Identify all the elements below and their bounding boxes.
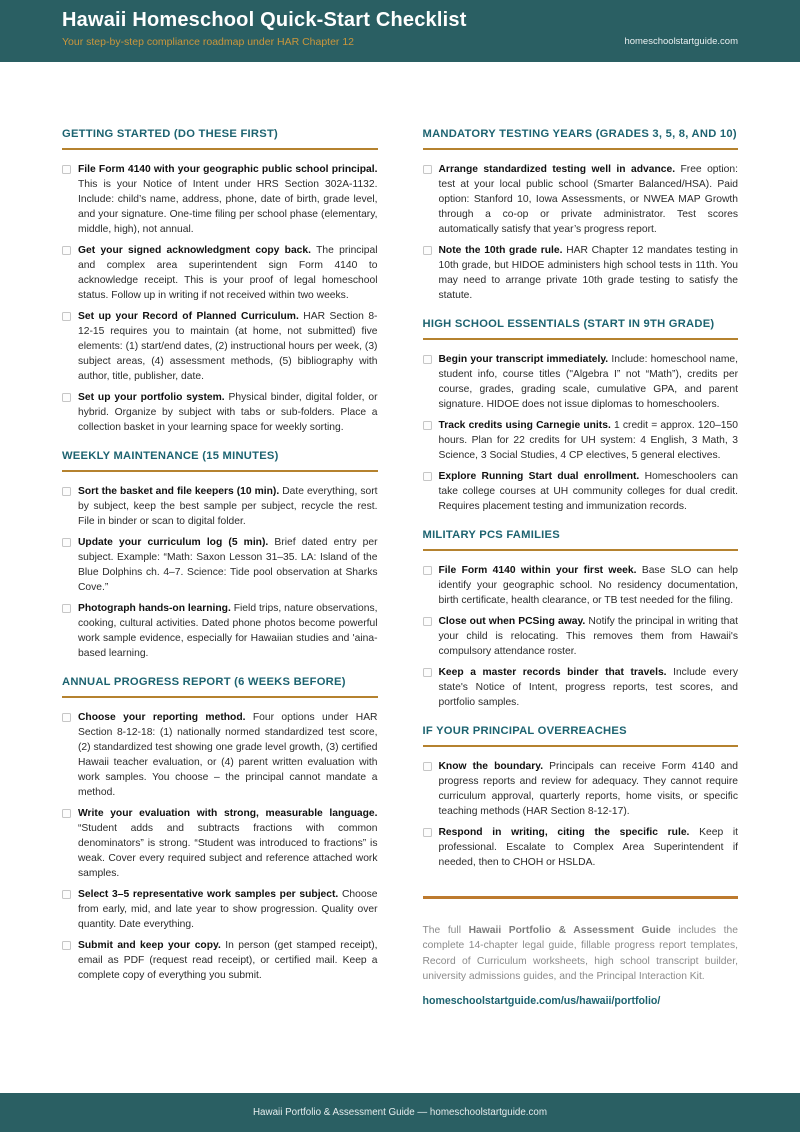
promo-suffix: includes the complete 14-chapter legal guide, fillable progress report templates, Record of Curriculum worksheets, high school transcript builder, university admissions guides, and the Principal Interaction Kit. xyxy=(422,924,738,982)
checkbox-icon[interactable] xyxy=(62,713,71,722)
item-lead: File Form 4140 with your geographic public school principal. xyxy=(78,164,378,175)
item-lead: Begin your transcript immediately. xyxy=(438,354,609,365)
item-lead: Arrange standardized testing well in advance. xyxy=(438,164,676,175)
checklist-item xyxy=(62,938,378,983)
item-lead: Track credits using Carnegie units. xyxy=(438,420,611,431)
footer-text: Hawaii Portfolio & Assessment Guide — homeschoolstartguide.com xyxy=(252,1107,548,1118)
item-lead: Set up your portfolio system. xyxy=(78,392,225,403)
checklist-section xyxy=(62,450,378,661)
item-text xyxy=(439,162,739,237)
item-text xyxy=(78,806,378,881)
item-lead: Keep a master records binder that travels. xyxy=(438,667,667,678)
checkbox-icon[interactable] xyxy=(62,312,71,321)
page-subtitle: Your step-by-step compliance roadmap under HAR Chapter 12 xyxy=(62,36,355,48)
item-text xyxy=(78,484,378,529)
header-site-link[interactable]: homeschoolstartguide.com xyxy=(624,36,738,47)
checkbox-icon[interactable] xyxy=(62,246,71,255)
item-body: Four options under HAR Section 8-12-18: (1) nationally normed standardized test score, (2) standardized test showing one grade level growth, (3) certified Hawaii teacher evaluation, or (4) parent written evaluation with work samples. You choose – the principal cannot mandate a method. xyxy=(78,712,378,798)
checklist-item xyxy=(62,390,378,435)
content-area xyxy=(0,62,800,1093)
section-divider xyxy=(423,549,739,551)
item-text xyxy=(439,614,739,659)
item-text xyxy=(439,665,739,710)
item-body: The principal and complex area superintendent sign Form 4140 to acknowledge receipt. This is your proof of legal homeschool status. Follow up in writing if not received within two weeks. xyxy=(78,245,378,301)
checklist-item xyxy=(62,806,378,881)
item-body: Field trips, nature observations, cooking, cultural activities. Dated phone photos become powerful work sample evidence, especially for Hawaiian studies and 'aina-based learning. xyxy=(78,603,378,659)
checkbox-icon[interactable] xyxy=(62,604,71,613)
section-items xyxy=(423,759,739,870)
item-text xyxy=(78,535,378,595)
section-items xyxy=(423,162,739,303)
item-lead: Choose your reporting method. xyxy=(78,712,246,723)
checklist-item xyxy=(423,825,739,870)
checklist-item xyxy=(62,243,378,303)
checklist-item xyxy=(423,665,739,710)
checklist-section xyxy=(423,318,739,514)
checkbox-icon[interactable] xyxy=(62,393,71,402)
section-heading: IF YOUR PRINCIPAL OVERREACHES xyxy=(422,725,627,737)
item-text xyxy=(78,887,378,932)
checklist-section xyxy=(423,529,739,710)
checklist-item xyxy=(62,309,378,384)
footer-bar xyxy=(0,1093,800,1132)
item-body: This is your Notice of Intent under HRS Section 302A-1132. Include: child’s name, address, phone, date of birth, grade level, and your signature. One-time filing per school phase (elementary, middle, high), not annual. xyxy=(78,179,378,235)
item-text xyxy=(78,162,378,237)
item-lead: Explore Running Start dual enrollment. xyxy=(438,471,640,482)
checkbox-icon[interactable] xyxy=(62,165,71,174)
item-lead: Note the 10th grade rule. xyxy=(438,245,563,256)
right-column xyxy=(423,128,739,1093)
section-divider xyxy=(62,470,378,472)
item-text xyxy=(78,390,378,435)
checklist-item xyxy=(62,535,378,595)
promo-guide-name: Hawaii Portfolio & Assessment Guide xyxy=(468,924,671,936)
checklist-section xyxy=(423,128,739,303)
item-text xyxy=(439,469,739,514)
section-divider xyxy=(62,696,378,698)
section-divider xyxy=(423,148,739,150)
promo-text xyxy=(423,923,739,985)
section-items xyxy=(423,352,739,514)
item-body: Choose from early, mid, and late year to show progression. Quality over quantity. Date everything. xyxy=(78,889,378,930)
right-column-sections xyxy=(423,128,739,870)
item-lead: Submit and keep your copy. xyxy=(78,940,221,951)
item-body: HAR Section 8-12-15 requires you to maintain (at home, not submitted) five elements: (1) start/end dates, (2) instructional hours per week, (3) subject areas, (4) assessment methods, (5) bibliography with author, title, publisher, date. xyxy=(78,311,378,382)
section-heading: ANNUAL PROGRESS REPORT (6 WEEKS BEFORE) xyxy=(62,676,346,688)
checklist-item xyxy=(423,614,739,659)
checklist-item xyxy=(423,243,739,303)
checkbox-icon[interactable] xyxy=(423,421,432,430)
promo-prefix: The full xyxy=(422,924,469,936)
section-items xyxy=(62,162,378,435)
checkbox-icon[interactable] xyxy=(423,472,432,481)
item-text xyxy=(78,601,378,661)
checkbox-icon[interactable] xyxy=(423,617,432,626)
item-text xyxy=(439,352,739,412)
item-lead: Write your evaluation with strong, measurable language. xyxy=(78,808,378,819)
checkbox-icon[interactable] xyxy=(423,246,432,255)
item-body: Include every state's Notice of Intent, progress reports, test scores, and portfolio samples. xyxy=(438,667,738,708)
checkbox-icon[interactable] xyxy=(62,809,71,818)
checklist-item xyxy=(423,352,739,412)
item-lead: Update your curriculum log (5 min). xyxy=(78,537,269,548)
checklist-item xyxy=(62,887,378,932)
item-text xyxy=(439,759,739,819)
section-heading: MANDATORY TESTING YEARS (GRADES 3, 5, 8, AND 10) xyxy=(422,128,737,140)
item-body: Free option: test at your local public school (Smarter Balanced/HSA). Paid option: Stanford 10, Iowa Assessments, or NWEA MAP Growth through a co-op or private administrator. Test scores automatically satisfy that year’s progress report. xyxy=(438,164,739,235)
section-divider xyxy=(62,148,378,150)
promo-divider xyxy=(423,896,739,899)
item-text xyxy=(78,938,378,983)
item-body: Homeschoolers can take college courses at UH community colleges for dual credit. Requires placement testing and immunization records. xyxy=(438,471,738,512)
item-body: Date everything, sort by subject, keep the best sample per subject, recycle the rest. File in binder or scan to digital folder. xyxy=(78,486,378,527)
checkbox-icon[interactable] xyxy=(62,538,71,547)
checklist-item xyxy=(62,710,378,800)
item-lead: Photograph hands-on learning. xyxy=(78,603,231,614)
checklist-section xyxy=(62,128,378,435)
checkbox-icon[interactable] xyxy=(423,165,432,174)
checkbox-icon[interactable] xyxy=(423,762,432,771)
page-header xyxy=(0,0,800,62)
page-title: Hawaii Homeschool Quick-Start Checklist xyxy=(62,9,467,31)
item-lead: Get your signed acknowledgment copy back. xyxy=(78,245,311,256)
item-lead: Select 3–5 representative work samples per subject. xyxy=(78,889,339,900)
item-body: Principals can receive Form 4140 and progress reports and review for adequacy. They cannot require curriculum approval, quarterly reports, home visits, or specific teaching methods (HAR Section 8-12-17). xyxy=(438,761,738,817)
checkbox-icon[interactable] xyxy=(423,566,432,575)
checklist-item xyxy=(423,563,739,608)
item-lead: Set up your Record of Planned Curriculum. xyxy=(78,311,299,322)
section-heading: GETTING STARTED (DO THESE FIRST) xyxy=(62,128,279,140)
item-text xyxy=(78,710,378,800)
promo-link[interactable]: homeschoolstartguide.com/us/hawaii/portfolio/ xyxy=(422,994,661,1007)
item-text xyxy=(439,243,739,303)
section-items xyxy=(62,710,378,983)
item-text xyxy=(439,418,739,463)
item-lead: Sort the basket and file keepers (10 min). xyxy=(78,486,280,497)
checkbox-icon[interactable] xyxy=(62,890,71,899)
checklist-item xyxy=(62,601,378,661)
item-body: In person (get stamped receipt), email as PDF (request read receipt), or certified mail. Keep a complete copy of everything you submit. xyxy=(78,940,378,981)
checkbox-icon[interactable] xyxy=(423,355,432,364)
item-lead: File Form 4140 within your first week. xyxy=(438,565,637,576)
section-heading: HIGH SCHOOL ESSENTIALS (START IN 9TH GRADE) xyxy=(422,318,715,330)
section-items xyxy=(62,484,378,661)
item-body: 1 credit = approx. 120–150 hours. Plan for 22 credits for UH system: 4 English, 3 Math, 3 Science, 3 Social Studies, 4 CP electives, 5 general electives. xyxy=(438,420,738,461)
checkbox-icon[interactable] xyxy=(423,828,432,837)
item-body: Physical binder, digital folder, or hybrid. Organize by subject with tabs or sub-folders. Place a collection basket in your learning space for weekly sorting. xyxy=(78,392,378,433)
item-body: HAR Chapter 12 mandates testing in 10th grade, but HIDOE administers high school tests in 11th. You may need to arrange private 10th grade testing to satisfy the statute. xyxy=(438,245,738,301)
item-body: Include: homeschool name, student info, course titles ("Algebra I” not “Math”), credits per course, grades, grading scale, cumulative GPA, and parent signature. HIDOE does not issue diplomas to homeschoolers. xyxy=(438,354,738,410)
item-text xyxy=(439,563,739,608)
section-divider xyxy=(423,745,739,747)
item-body: Keep it professional. Escalate to Complex Area Superintendent if needed, then to CHOH or HSLDA. xyxy=(438,827,739,868)
checklist-item xyxy=(62,162,378,237)
checklist-item xyxy=(423,162,739,237)
checkbox-icon[interactable] xyxy=(62,941,71,950)
item-lead: Close out when PCSing away. xyxy=(438,616,586,627)
checklist-item xyxy=(62,484,378,529)
section-heading: MILITARY PCS FAMILIES xyxy=(422,529,560,541)
item-lead: Know the boundary. xyxy=(438,761,544,772)
checkbox-icon[interactable] xyxy=(423,668,432,677)
checkbox-icon[interactable] xyxy=(62,487,71,496)
checklist-item xyxy=(423,469,739,514)
item-body: Base SLO can help identify your geographic school. No residency documentation, birth certificate, health clearance, or TB test needed for the filing. xyxy=(438,565,739,606)
item-text xyxy=(439,825,739,870)
left-column xyxy=(62,128,378,1093)
item-body: “Student adds and subtracts fractions with common denominators” is strong. “Student was introduced to fractions” is weak. Cover every required subject and reference attached work samples. xyxy=(78,823,378,879)
item-text xyxy=(78,243,378,303)
checklist-section xyxy=(423,725,739,870)
left-column-sections xyxy=(62,128,378,983)
item-lead: Respond in writing, citing the specific rule. xyxy=(438,827,690,838)
checklist-item xyxy=(423,418,739,463)
section-items xyxy=(423,563,739,710)
item-body: Notify the principal in writing that your child is relocating. This removes them from Hawaii's compulsory attendance roster. xyxy=(438,616,738,657)
item-text xyxy=(78,309,378,384)
section-divider xyxy=(423,338,739,340)
item-body: Brief dated entry per subject. Example: “Math: Saxon Lesson 31–35. LA: Island of the Blue Dolphins ch. 4–7. Science: Tide pool observation at Sharks Cove.” xyxy=(78,537,378,593)
section-heading: WEEKLY MAINTENANCE (15 MINUTES) xyxy=(62,450,279,462)
checklist-item xyxy=(423,759,739,819)
checklist-section xyxy=(62,676,378,983)
